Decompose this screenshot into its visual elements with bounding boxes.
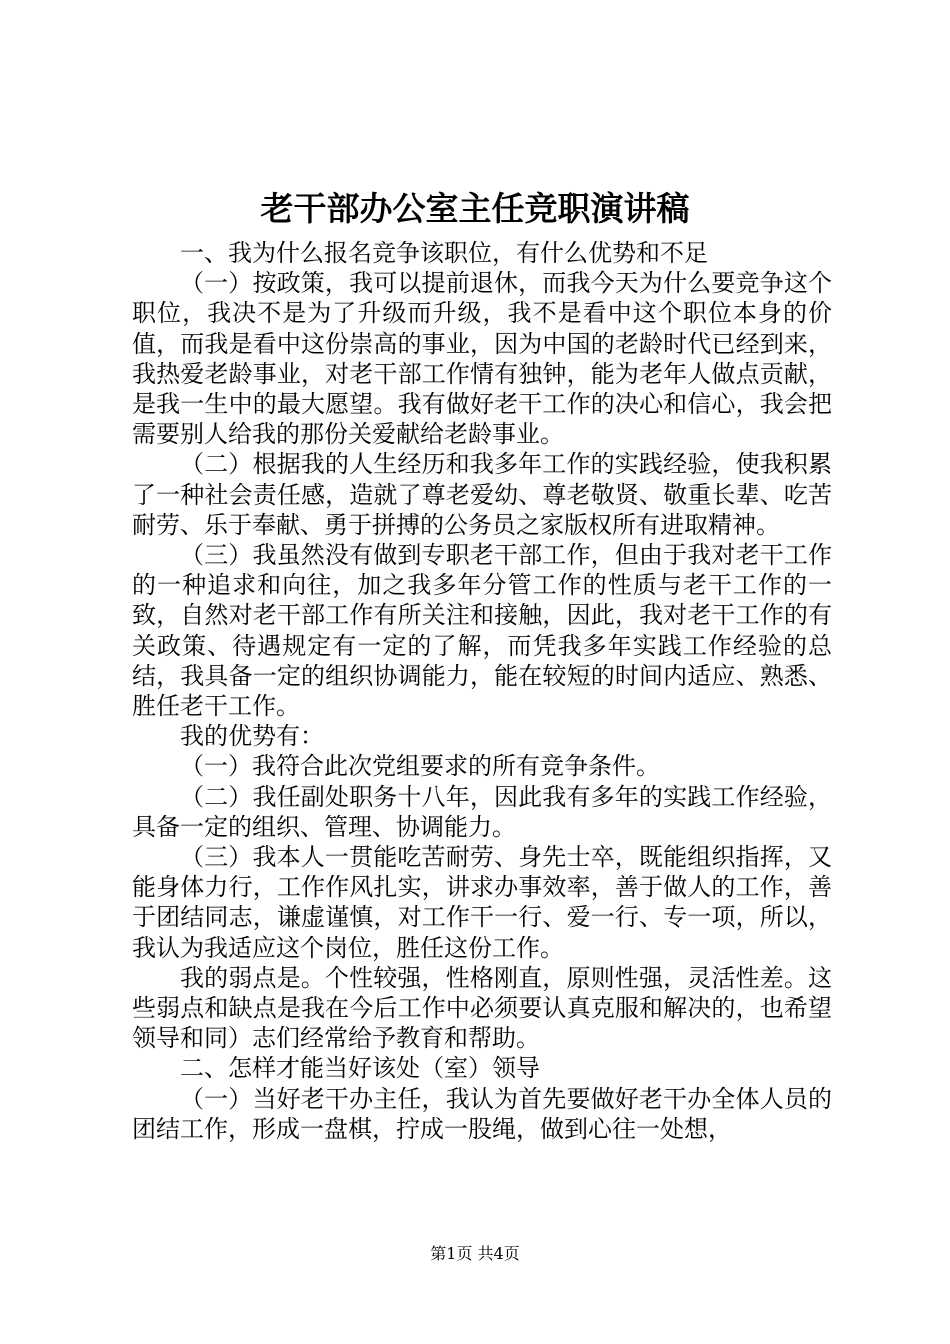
section-heading-2: 二、怎样才能当好该处（室）领导: [180, 1054, 540, 1083]
paragraph-weaknesses: 我的弱点是。个性较强，性格刚直，原则性强，灵活性差。这些弱点和缺点是我在今后工作中必须要认真克服和解决的，也希望领导和同）志们经常给予教育和帮助。: [132, 963, 832, 1053]
paragraph: （二）我任副处职务十八年，因此我有多年的实践工作经验，具备一定的组织、管理、协调能力。: [132, 782, 832, 841]
paragraph: （二）根据我的人生经历和我多年工作的实践经验，使我积累了一种社会责任感，造就了尊老爱幼、尊老敬贤、敬重长辈、吃苦耐劳、乐于奉献、勇于拼搏的公务员之家版权所有进取精神。: [132, 450, 832, 539]
paragraph: （一）我符合此次党组要求的所有竞争条件。: [180, 752, 660, 781]
page-number-footer: 第1页 共4页: [430, 1244, 520, 1263]
document-title: 老干部办公室主任竞职演讲稿: [260, 189, 690, 228]
paragraph: （三）我虽然没有做到专职老干部工作，但由于我对老干工作的一种追求和向往，加之我多年分管工作的性质与老干工作的一致，自然对老干部工作有所关注和接触，因此，我对老干工作的有关政策、待遇规定有一定的了解，而凭我多年实践工作经验的总结，我具备一定的组织协调能力，能在较短的时间内适应、熟悉、胜任老干工作。: [132, 541, 832, 721]
paragraph: （一）按政策，我可以提前退休，而我今天为什么要竞争这个职位，我决不是为了升级而升级，我不是看中这个职位本身的价值，而我是看中这份崇高的事业，因为中国的老龄时代已经到来，我热爱老龄事业，对老干部工作情有独钟，能为老年人做点贡献，是我一生中的最大愿望。我有做好老干工作的决心和信心，我会把需要别人给我的那份关爱献给老龄事业。: [132, 269, 832, 449]
subheading-advantages: 我的优势有：: [180, 722, 324, 751]
paragraph: （一）当好老干办主任，我认为首先要做好老干办全体人员的团结工作，形成一盘棋，拧成一股绳，做到心往一处想，: [132, 1084, 832, 1143]
section-heading-1: 一、我为什么报名竞争该职位，有什么优势和不足: [180, 239, 708, 267]
document-body: [132, 238, 832, 1144]
paragraph: （三）我本人一贯能吃苦耐劳、身先士卒，既能组织指挥，又能身体力行，工作作风扎实，讲求办事效率，善于做人的工作，善于团结同志，谦虚谨慎，对工作干一行、爱一行、专一项，所以，我认为我适应这个岗位，胜任这份工作。: [132, 843, 832, 962]
